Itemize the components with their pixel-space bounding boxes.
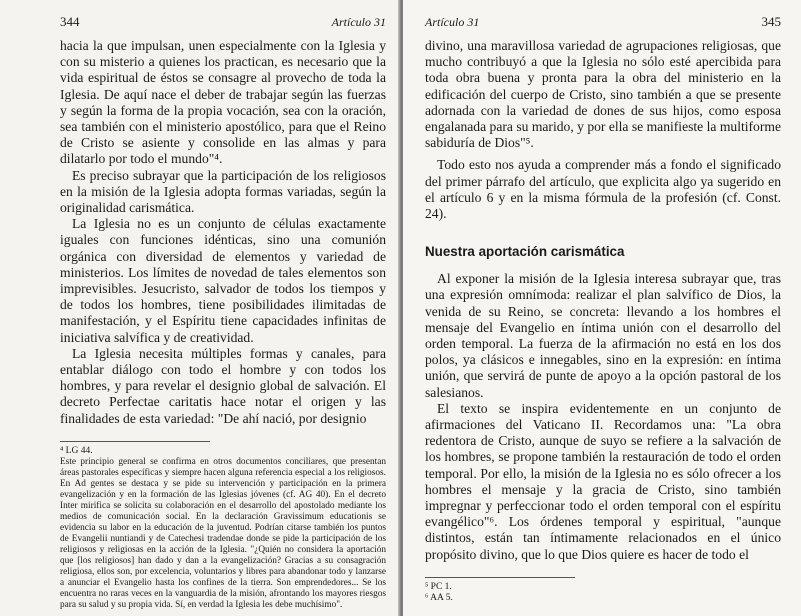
footnote-text: Este principio general se confirma en otros documentos conciliares, que presentan áreas pastorales específicas y siempre hacen alguna referencia especial a los religiosos. En Ad gentes se destaca y se pide su intervención y participación en la primera evangelización y en la formación de las Iglesias jóvenes (cf. AG 40). En el decreto Inter mirifica se solicita su colaboración en el desarrollo del apostolado mediante los medios de comunicación social. En la declaración Gravissimum educationis se evidencia su labor en la educación de la juventud. Podrían citarse también los puntos de Evangelii nuntiandi y de Catechesi tradendae donde se pide la participación de los religiosos y religiosas en la acción de la Iglesia. "¿Quién no considera la aportación que [los religiosos] han dado y dan a la evangelización? Gracias a su consagración religiosa, ellos son, por excelencia, voluntarios y libres para abandonar todo y lanzarse a anunciar el Evangelio hasta los confines de la tierra. Son emprendedores... Se los encuentra no raras veces en la vanguardia de la misión, afrontando los mayores riesgos para su salud y su propia vida. Sí, en verdad la Iglesia les debe muchísimo". bbox=[60, 456, 386, 610]
page-number: 345 bbox=[761, 14, 781, 29]
footnote-rule bbox=[60, 441, 210, 442]
running-head: Artículo 31 bbox=[425, 15, 480, 29]
paragraph: Al exponer la misión de la Iglesia interesa subrayar que, tras una expresión omnímoda: realizar el plan salvífico de Dios, la venida de su Reino, se concreta: llevando a los hombres el mensaje del Evangelio en íntima unión con el desarrollo del orden temporal. La fuerza de la afirmación no está en los dos polos, ya clásicos e innegables, sino en la expresión: en íntima unión, que servirá de punte de apoyo a la opción pastoral de los salesianos. bbox=[425, 271, 781, 400]
paragraph: hacia la que impulsan, unen especialmente con la Iglesia y con su misterio a quienes los practican, es necesario que la vida espiritual de éstos se consagre al provecho de toda la Iglesia. De aquí nace el deber de trabajar según las fuerzas y según la forma de la propia vocación, sea con la oración, sea también con el ministerio apostólico, para que el Reino de Cristo se asiente y consolide en las almas y para dilatarlo por todo el mundo"⁴. bbox=[60, 38, 386, 167]
paragraph: La Iglesia necesita múltiples formas y canales, para entablar diálogo con todo el hombre y con todos los hombres, y para revelar el designio global de salvación. El decreto Perfectae caritatis hace notar el origen y las finalidades de esta variedad: "De ahí nació, por designio bbox=[60, 345, 386, 426]
paragraph: La Iglesia no es un conjunto de células exactamente iguales con funciones idénticas, sino una comunión orgánica con diversidad de elementos y variedad de ministerios. Los límites de novedad de tales elementos son imprevisibles. Jesucristo, salvador de todos los tiempos y de todos los hombres, tiene posibilidades ilimitadas de manifestación, y el Espíritu tiene capacidades infinitas de iniciativa salvífica y de creatividad. bbox=[60, 216, 386, 345]
paragraph: Es preciso subrayar que la participación de los religiosos en la misión de la Iglesia adopta formas variadas, según la originalidad carismática. bbox=[60, 167, 386, 216]
right-page-header bbox=[425, 14, 781, 34]
right-footnotes bbox=[425, 582, 781, 604]
left-page-header bbox=[60, 14, 386, 34]
paragraph: El texto se inspira evidentemente en un conjunto de afirmaciones del Vaticano II. Recordamos una: "La obra redentora de Cristo, aunque de suyo se refiere a la salvación de los hombres, se propone también la restauración de todo el orden temporal. Por ello, la misión de la Iglesia no es sólo ofrecer a los hombres el mensaje y la gracia de Cristo, sino también impregnar y perfeccionar todo el orden temporal con el espíritu evangélico"⁶. Los órdenes temporal y espiritual, "aunque distintos, están tan íntimamente relacionados en el único propósito divino, que lo que Dios quiere es hacer de todo el bbox=[425, 400, 781, 562]
left-body-text bbox=[60, 38, 386, 427]
page-number: 344 bbox=[60, 14, 80, 29]
paragraph: Todo esto nos ayuda a comprender más a fondo el significado del primer párrafo del artículo, que explicita algo ya sugerido en el artículo 6 y en la misma fórmula de la profesión (cf. Const. 24). bbox=[425, 157, 781, 222]
right-page bbox=[403, 0, 801, 616]
footnote-rule bbox=[425, 577, 575, 578]
section-heading: Nuestra aportación carismática bbox=[425, 244, 625, 260]
left-page bbox=[0, 0, 400, 616]
footnote: ⁴ LG 44. bbox=[60, 445, 93, 456]
running-head: Artículo 31 bbox=[331, 15, 386, 29]
right-body-text bbox=[425, 38, 781, 563]
left-footnotes bbox=[60, 446, 386, 611]
footnote: ⁵ PC 1. bbox=[425, 581, 452, 592]
footnote: ⁶ AA 5. bbox=[425, 592, 453, 603]
paragraph: divino, una maravillosa variedad de agrupaciones religiosas, que mucho contribuyó a que la Iglesia no sólo esté apercibida para toda obra buena y pronta para la obra del ministerio en la edificación del cuerpo de Cristo, sino también a que se presente adornada con la variedad de dones de sus hijos, como esposa engalanada para su marido, y por ella se manifieste la multiforme sabiduría de Dios"⁵. bbox=[425, 38, 781, 151]
